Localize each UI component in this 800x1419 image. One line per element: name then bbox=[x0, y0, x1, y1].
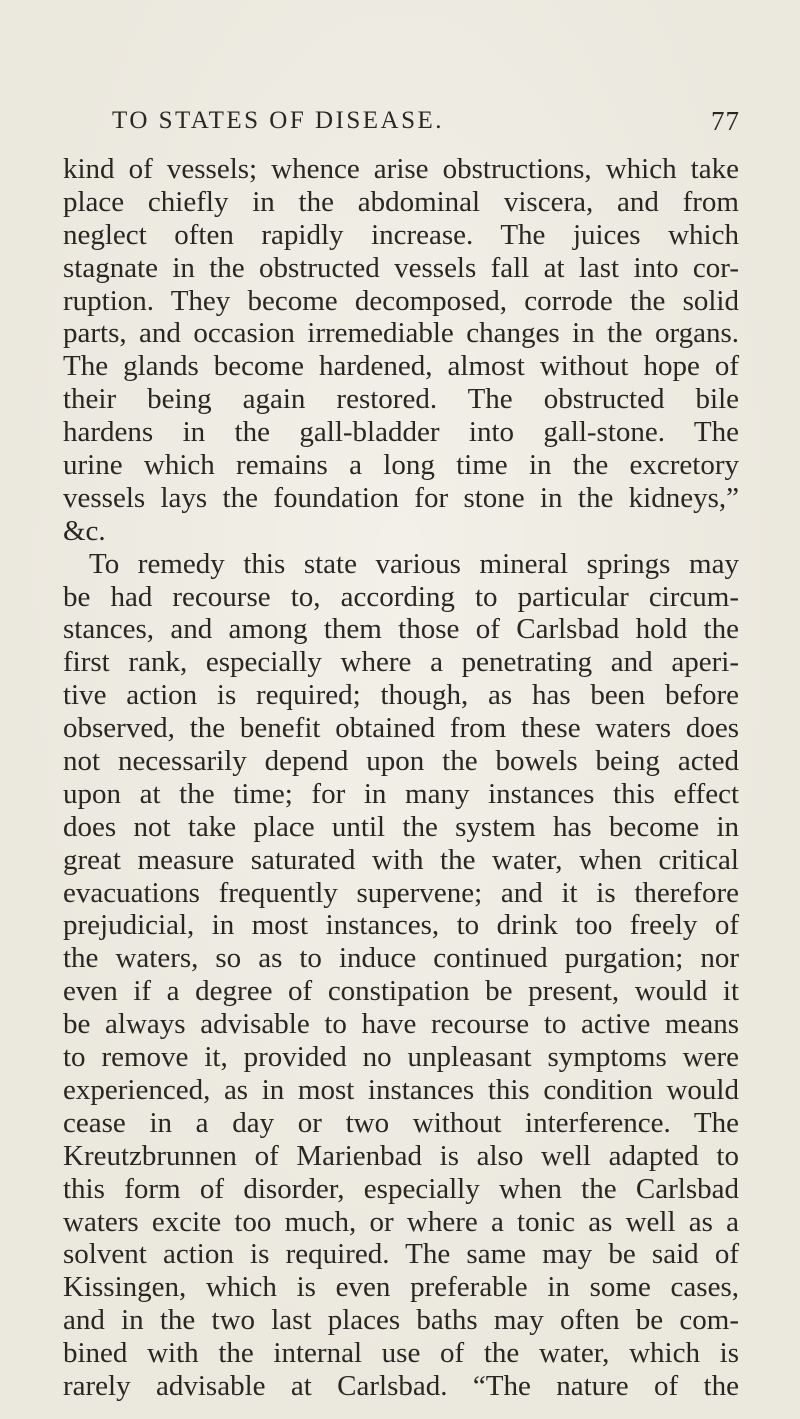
text-line: the waters, so as to induce continued purgation; nor bbox=[63, 942, 739, 975]
text-line: waters excite too much, or where a tonic as well as a bbox=[63, 1205, 739, 1238]
page-header bbox=[112, 104, 740, 138]
text-line: &c. bbox=[63, 514, 106, 547]
text-line: The glands become hardened, almost without hope of bbox=[63, 350, 739, 383]
text-line: ruption. They become decomposed, corrode the solid bbox=[63, 284, 739, 317]
text-line: stances, and among them those of Carlsbad hold the bbox=[63, 613, 739, 646]
text-line: tive action is required; though, as has been before bbox=[63, 679, 739, 712]
text-line: parts, and occasion irremediable changes in the organs. bbox=[63, 317, 739, 350]
text-line: this form of disorder, especially when the Carlsbad bbox=[63, 1172, 739, 1205]
text-line: their being again restored. The obstructed bile bbox=[63, 383, 739, 416]
text-line: vessels lays the foundation for stone in the kidneys,” bbox=[63, 481, 739, 514]
body-text bbox=[63, 153, 739, 1403]
text-line: rarely advisable at Carlsbad. “The nature of the bbox=[63, 1369, 739, 1402]
text-line: be always advisable to have recourse to active means bbox=[63, 1008, 739, 1041]
text-line: be had recourse to, according to particular circum- bbox=[63, 580, 739, 613]
text-line: prejudicial, in most instances, to drink too freely of bbox=[63, 909, 739, 942]
text-line: upon at the time; for in many instances this effect bbox=[63, 777, 739, 810]
text-line: Kissingen, which is even preferable in some cases, bbox=[63, 1271, 739, 1304]
text-line: urine which remains a long time in the excretory bbox=[63, 449, 739, 482]
text-line: To remedy this state various mineral springs may bbox=[89, 547, 739, 580]
text-line: kind of vessels; whence arise obstructions, which take bbox=[63, 153, 739, 185]
text-line: not necessarily depend upon the bowels being acted bbox=[63, 745, 739, 778]
text-line: observed, the benefit obtained from these waters does bbox=[63, 712, 739, 745]
text-line: place chiefly in the abdominal viscera, and from bbox=[63, 185, 739, 218]
text-line: even if a degree of constipation be present, would it bbox=[63, 975, 739, 1008]
text-line: great measure saturated with the water, when critical bbox=[63, 843, 739, 876]
text-line: bined with the internal use of the water, which is bbox=[63, 1337, 739, 1370]
text-line: to remove it, provided no unpleasant symptoms were bbox=[63, 1041, 739, 1074]
page-number: 77 bbox=[711, 106, 740, 136]
text-line: neglect often rapidly increase. The juices which bbox=[63, 218, 739, 251]
text-line: does not take place until the system has become in bbox=[63, 810, 739, 843]
text-line: hardens in the gall-bladder into gall-stone. The bbox=[63, 416, 739, 449]
text-line: and in the two last places baths may often be com- bbox=[63, 1304, 739, 1337]
text-line: first rank, especially where a penetrating and aperi- bbox=[63, 646, 739, 679]
text-line: Kreutzbrunnen of Marienbad is also well adapted to bbox=[63, 1139, 739, 1172]
text-line: cease in a day or two without interference. The bbox=[63, 1106, 739, 1139]
running-head: TO STATES OF DISEASE. bbox=[112, 107, 445, 134]
text-line: experienced, as in most instances this condition would bbox=[63, 1073, 739, 1106]
text-line: evacuations frequently supervene; and it is therefore bbox=[63, 876, 739, 909]
text-line: solvent action is required. The same may be said of bbox=[63, 1238, 739, 1271]
text-line: stagnate in the obstructed vessels fall at last into cor- bbox=[63, 251, 739, 284]
